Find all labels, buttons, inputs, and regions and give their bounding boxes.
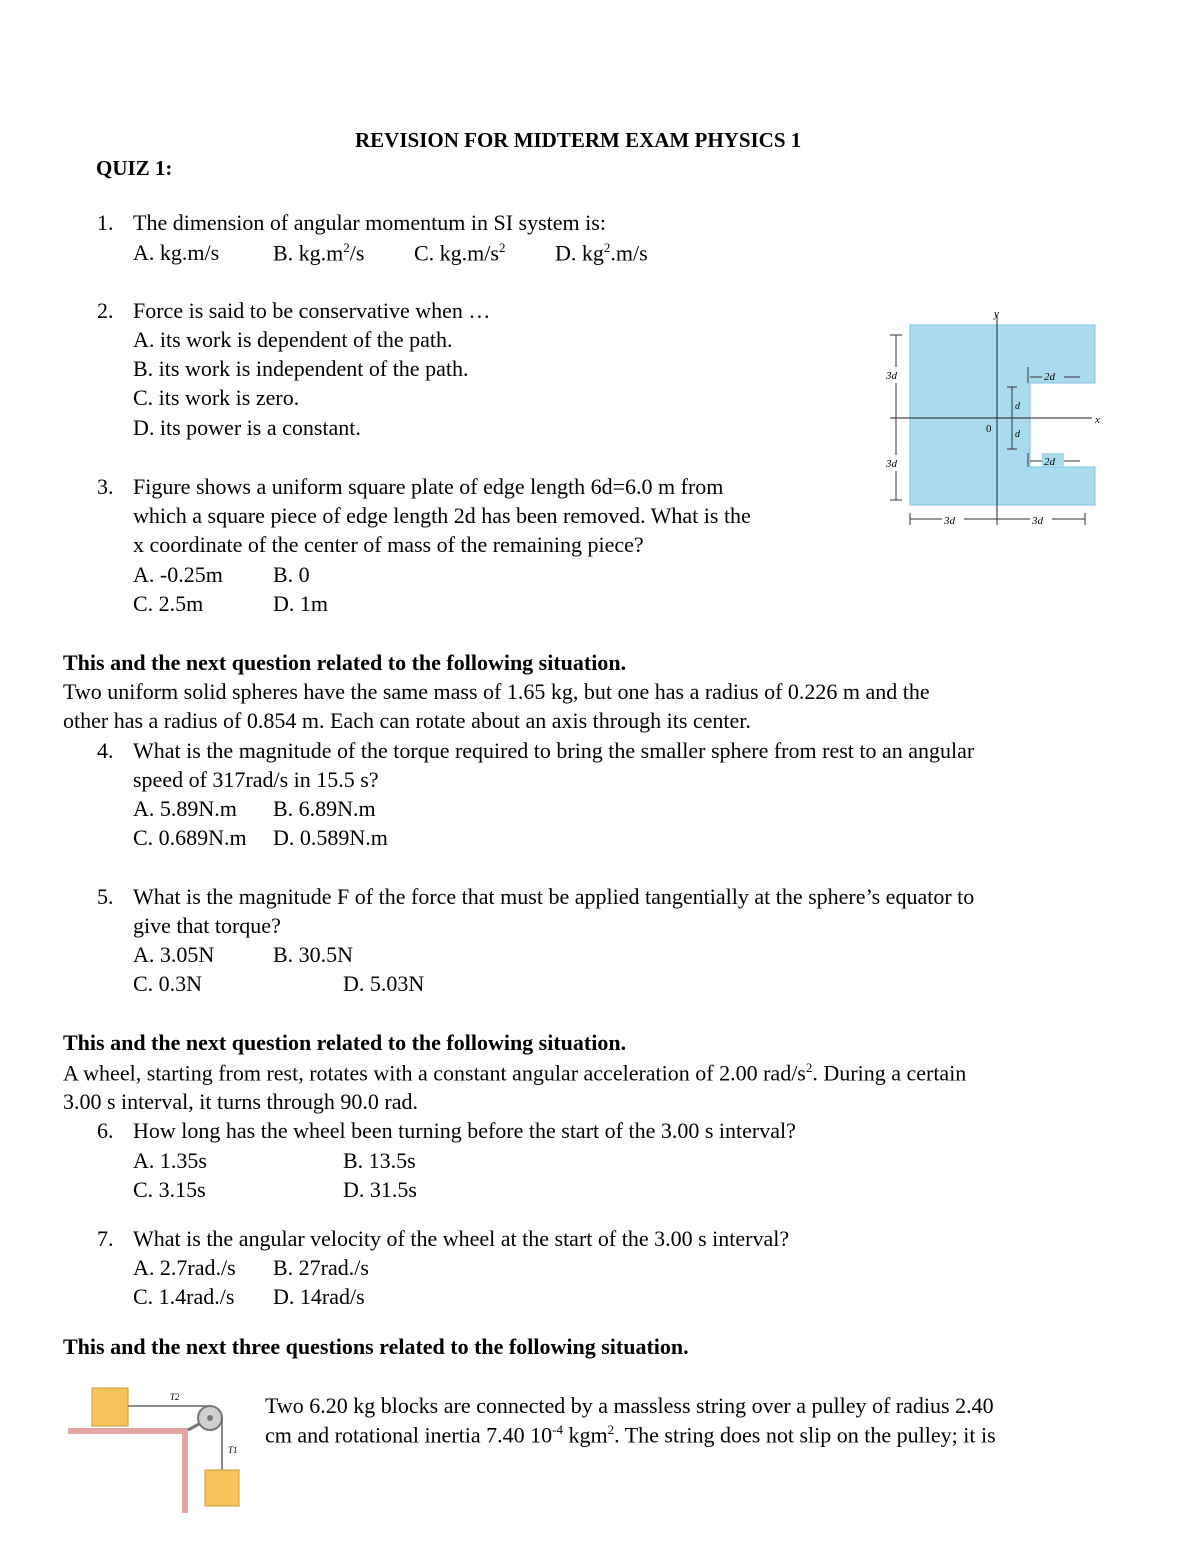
option-a: A. 2.7rad./s — [133, 1255, 236, 1280]
page-title: REVISION FOR MIDTERM EXAM PHYSICS 1 — [355, 128, 802, 152]
option-c: C. 0.689N.m — [133, 825, 247, 850]
notch-top-label: 2d — [1044, 371, 1055, 383]
option-b: B. 6.89N.m — [273, 796, 376, 821]
notch-d-upper: d — [1015, 401, 1020, 412]
tension-t2-label: T2 — [170, 1392, 180, 1402]
option-d: D. 31.5s — [343, 1177, 417, 1202]
block-on-table — [92, 1388, 128, 1426]
option-d: D. its power is a constant. — [133, 415, 361, 440]
situation-heading: This and the next three questions related to the following situation. — [63, 1334, 689, 1359]
option-c: C. 3.15s — [133, 1177, 206, 1202]
notch-bottom-label: 2d — [1044, 456, 1055, 468]
option-c: C. $kg.m/s^2$ — [414, 240, 506, 266]
situation-text: A wheel, starting from rest, rotates with a constant angular acceleration of 2.00 rad/$s^2$. During a certain — [63, 1060, 967, 1086]
situation-text: cm and rotational inertia 7.40 $10^{-4}$ kgm$^2$. The string does not slip on the pulley; it is — [265, 1422, 996, 1448]
question-line: x coordinate of the center of mass of the remaining piece? — [133, 532, 644, 557]
option-c: C. 1.4rad./s — [133, 1284, 235, 1309]
question-number: 7. — [97, 1226, 114, 1251]
question-number: 1. — [97, 210, 114, 235]
y-axis-label: y — [994, 308, 999, 320]
option-c: C. 2.5m — [133, 591, 204, 616]
option-d: D. 0.589N.m — [273, 825, 388, 850]
situation-heading: This and the next question related to the following situation. — [63, 1030, 627, 1055]
option-d: D. 5.03N — [343, 971, 425, 996]
option-b: B. 30.5N — [273, 942, 354, 967]
option-c: C. 0.3N — [133, 971, 203, 996]
left-upper-label: 3d — [886, 370, 897, 382]
pulley-axle — [207, 1415, 213, 1421]
bottom-right-label: 3d — [1032, 515, 1043, 527]
option-b: B. its work is independent of the path. — [133, 356, 469, 381]
option-d: D. $kg^2.m/s$ — [555, 240, 648, 266]
question-stem: Force is said to be conservative when … — [133, 298, 491, 323]
option-b: B. 13.5s — [343, 1148, 416, 1173]
option-b: B. 27rad./s — [273, 1255, 369, 1280]
option-a: A. kg.m/s — [133, 240, 220, 265]
option-a: A. 5.89N.m — [133, 796, 237, 821]
question-line: give that torque? — [133, 913, 281, 938]
question-line: which a square piece of edge length 2d has been removed. What is the — [133, 503, 751, 528]
notch-d-lower: d — [1015, 429, 1020, 440]
situation-text: 3.00 s interval, it turns through 90.0 rad. — [63, 1089, 419, 1114]
option-d: D. 1m — [273, 591, 328, 616]
plate-shape — [910, 325, 1095, 505]
situation-text: Two uniform solid spheres have the same mass of 1.65 kg, but one has a radius of 0.226 m and the — [63, 679, 930, 704]
table-top — [68, 1428, 188, 1434]
origin-label: 0 — [986, 423, 992, 435]
situation-heading: This and the next question related to the following situation. — [63, 650, 627, 675]
bottom-left-label: 3d — [944, 515, 955, 527]
option-c: C. its work is zero. — [133, 385, 300, 410]
situation-text: Two 6.20 kg blocks are connected by a massless string over a pulley of radius 2.40 — [265, 1393, 994, 1418]
option-a: A. 1.35s — [133, 1148, 207, 1173]
option-a: A. its work is dependent of the path. — [133, 327, 453, 352]
question-stem: The dimension of angular momentum in SI system is: — [133, 210, 606, 235]
question-number: 5. — [97, 884, 114, 909]
tension-t1-label: T1 — [228, 1445, 238, 1455]
question-number: 3. — [97, 474, 114, 499]
table-leg — [182, 1428, 188, 1513]
question-number: 2. — [97, 298, 114, 323]
option-d: D. 14rad/s — [273, 1284, 365, 1309]
option-a: A. -0.25m — [133, 562, 223, 587]
situation-text: other has a radius of 0.854 m. Each can rotate about an axis through its center. — [63, 708, 751, 733]
x-axis-label: x — [1095, 414, 1100, 426]
question-line: What is the magnitude F of the force that must be applied tangentially at the sphere’s equator to — [133, 884, 975, 909]
question-stem: How long has the wheel been turning before the start of the 3.00 s interval? — [133, 1118, 796, 1143]
question-number: 6. — [97, 1118, 114, 1143]
question-line: Figure shows a uniform square plate of edge length 6d=6.0 m from — [133, 474, 724, 499]
question-line: speed of 317rad/s in 15.5 s? — [133, 767, 379, 792]
quiz-label: QUIZ 1: — [96, 156, 173, 180]
hanging-block — [205, 1470, 239, 1506]
pulley-figure — [60, 1378, 260, 1518]
question-stem: What is the angular velocity of the wheel at the start of the 3.00 s interval? — [133, 1226, 790, 1251]
left-lower-label: 3d — [886, 458, 897, 470]
plate-figure — [870, 305, 1110, 545]
option-a: A. 3.05N — [133, 942, 215, 967]
question-line: What is the magnitude of the torque required to bring the smaller sphere from rest to an angular — [133, 738, 975, 763]
option-b: B. 0 — [273, 562, 310, 587]
option-b: B. $kg.m^2/s$ — [273, 240, 365, 266]
question-number: 4. — [97, 738, 114, 763]
